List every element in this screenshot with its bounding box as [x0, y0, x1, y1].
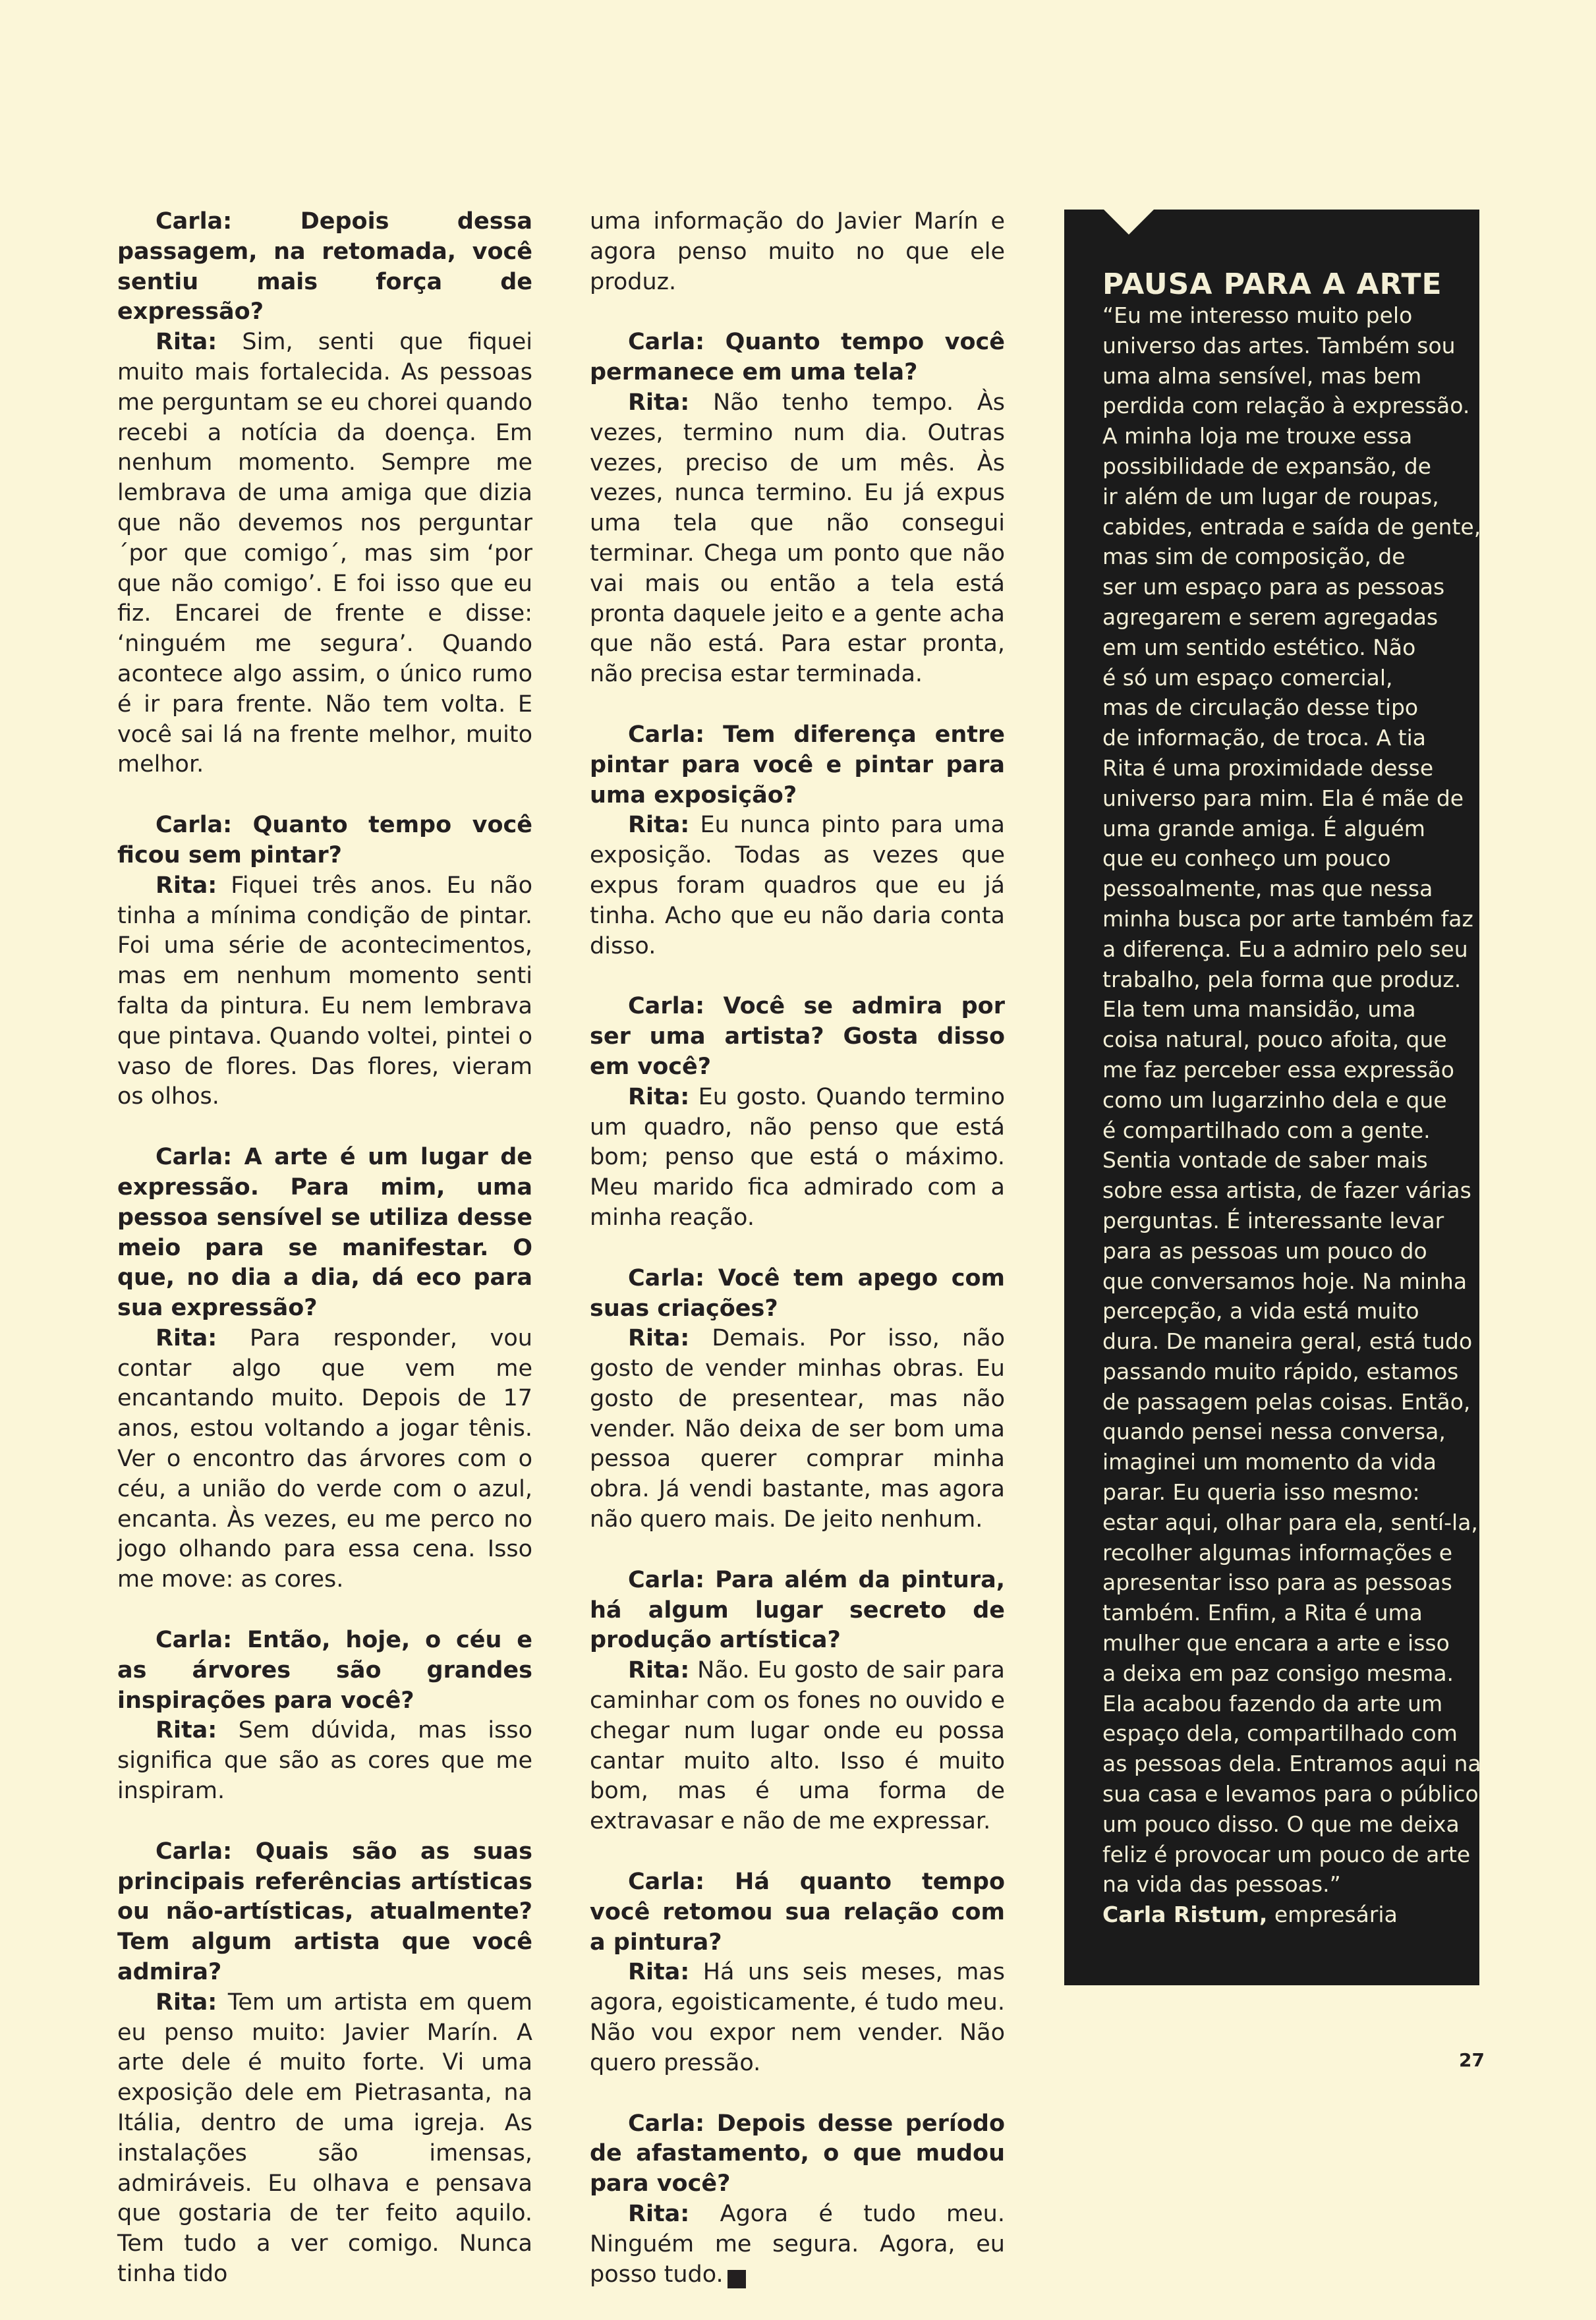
article-column-middle	[590, 207, 1005, 2320]
sidebar-line: de informação, de troca. A tia	[1102, 725, 1426, 751]
sidebar-line: mas de circulação desse tipo	[1102, 694, 1419, 721]
interview-answer	[117, 1324, 532, 1595]
sidebar-line: a deixa em paz consigo mesma.	[1102, 1660, 1454, 1686]
speaker-label: Rita:	[628, 1657, 690, 1684]
qa-block	[590, 327, 1005, 690]
qa-block	[590, 1566, 1005, 1837]
speaker-label: Rita:	[156, 1324, 217, 1351]
sidebar-line: para as pessoas um pouco do	[1102, 1237, 1427, 1264]
interview-answer	[117, 327, 532, 780]
sidebar-line: um pouco disso. O que me deixa	[1102, 1811, 1460, 1837]
sidebar-line: universo das artes. Também sou	[1102, 332, 1456, 358]
speaker-label: Rita:	[156, 872, 217, 899]
sidebar-line: minha busca por arte também faz	[1102, 905, 1473, 932]
speaker-label: Rita:	[628, 1959, 690, 1986]
sidebar-line: A minha loja me trouxe essa	[1102, 423, 1413, 449]
sidebar-box	[1064, 210, 1479, 1985]
sidebar-line: mulher que encara a arte e isso	[1102, 1630, 1450, 1656]
sidebar-line: “Eu me interesso muito pelo	[1102, 302, 1413, 328]
sidebar-line: apresentar isso para as pessoas	[1102, 1570, 1452, 1596]
sidebar-line: ser um espaço para as pessoas	[1102, 574, 1445, 600]
sidebar-line: trabalho, pela forma que produz.	[1102, 966, 1462, 992]
sidebar-quote	[1102, 300, 1481, 1930]
sidebar-line: Rita é uma proximidade desse	[1102, 754, 1434, 781]
answer-text: Para responder, vou contar algo que vem me encantando muito. Depois de 17 anos, estou voltando a jogar tênis. Ver o encontro das árvores com o céu, a união do verde com o azul, encanta. Às vezes, eu me perco no jogo olhando para essa cena. Isso me move: as cores.	[117, 1324, 532, 1593]
sidebar-line: universo para mim. Ela é mãe de	[1102, 785, 1464, 811]
qa-block	[590, 1867, 1005, 2079]
sidebar-line: cabides, entrada e saída de gente,	[1102, 513, 1481, 540]
answer-text: Sem dúvida, mas isso significa que são as cores que me inspiram.	[117, 1717, 532, 1805]
qa-block	[590, 2109, 1005, 2290]
qa-block	[117, 1626, 532, 1807]
sidebar-line: imaginei um momento da vida	[1102, 1449, 1437, 1475]
sidebar-line: mas sim de composição, de	[1102, 544, 1406, 570]
sidebar-line: parar. Eu queria isso mesmo:	[1102, 1479, 1420, 1506]
interview-question: Carla: Então, hoje, o céu e as árvores são grandes inspirações para você?	[117, 1627, 532, 1714]
sidebar-line: que eu conheço um pouco	[1102, 845, 1391, 872]
speaker-label: Rita:	[628, 2201, 690, 2228]
interview-answer	[590, 1324, 1005, 1535]
interview-question: Carla: Quanto tempo você permanece em uma tela?	[590, 329, 1005, 386]
sidebar-line: sua casa e levamos para o público	[1102, 1781, 1479, 1807]
interview-question: Carla: Para além da pintura, há algum lugar secreto de produção artística?	[590, 1566, 1005, 1654]
speaker-label: Rita:	[156, 1717, 217, 1744]
interview-answer	[590, 388, 1005, 690]
sidebar-line: uma grande amiga. É alguém	[1102, 815, 1425, 841]
sidebar-line: percepção, a vida está muito	[1102, 1298, 1419, 1324]
answer-text: Fiquei três anos. Eu não tinha a mínima condição de pintar. Foi uma série de acontecimentos, mas em nenhum momento senti falta da pintura. Eu nem lembrava que pintava. Quando voltei, pintei o vaso de flores. Das flores, vieram os olhos.	[117, 872, 532, 1110]
sidebar-title: PAUSA PARA A ARTE	[1102, 268, 1442, 301]
interview-answer	[590, 1083, 1005, 1233]
notch-triangle-icon	[1104, 210, 1154, 235]
qa-block	[117, 1837, 532, 2290]
interview-question: Carla: Depois desse período de afastamento, o que mudou para você?	[590, 2110, 1005, 2197]
end-mark-icon: r	[727, 2270, 746, 2288]
sidebar-line: como um lugarzinho dela e que	[1102, 1087, 1447, 1113]
sidebar-line: é só um espaço comercial,	[1102, 664, 1393, 691]
sidebar-line: perguntas. É interessante levar	[1102, 1207, 1444, 1233]
interview-question: Carla: Você tem apego com suas criações?	[590, 1264, 1005, 1322]
sidebar-line: perdida com relação à expressão.	[1102, 393, 1470, 419]
article-column-left	[117, 207, 532, 2320]
sidebar-line: de passagem pelas coisas. Então,	[1102, 1388, 1471, 1415]
qa-block	[117, 1143, 532, 1595]
sidebar-line: passando muito rápido, estamos	[1102, 1358, 1459, 1384]
qa-block	[590, 720, 1005, 961]
qa-block	[117, 810, 532, 1112]
answer-text: Eu gosto. Quando termino um quadro, não penso que está bom; penso que está o máximo. Meu marido fica admirado com a minha reação.	[590, 1083, 1005, 1231]
answer-text: Sim, senti que fiquei muito mais fortalecida. As pessoas me perguntam se eu chorei quando recebi a notícia da doença. Em nenhum momento. Sempre me lembrava de uma amiga que dizia que não devemos nos perguntar ´por que comigo´, mas sim ‘por que não comigo’. E foi isso que eu fiz. Encarei de frente e disse: ‘ninguém me segura’. Quando acontece algo assim, o único rumo é ir para frente. Não tem volta. E você sai lá na frente melhor, muito melhor.	[117, 329, 532, 778]
sidebar-line: coisa natural, pouco afoita, que	[1102, 1027, 1447, 1053]
speaker-label: Rita:	[628, 812, 690, 839]
interview-answer	[117, 1716, 532, 1806]
sidebar-line: possibilidade de expansão, de	[1102, 453, 1431, 479]
sidebar-line: feliz é provocar um pouco de arte	[1102, 1841, 1471, 1867]
sidebar-author-role: empresária	[1267, 1902, 1398, 1928]
sidebar-line: em um sentido estético. Não	[1102, 634, 1416, 660]
qa-block	[590, 1264, 1005, 1535]
sidebar-line: ir além de um lugar de roupas,	[1102, 483, 1439, 509]
interview-question: Carla: Depois dessa passagem, na retomada, você sentiu mais força de expressão?	[117, 208, 532, 325]
interview-answer	[590, 810, 1005, 961]
sidebar-line: Ela tem uma mansidão, uma	[1102, 996, 1416, 1023]
sidebar-line: estar aqui, olhar para ela, sentí-la,	[1102, 1509, 1478, 1535]
sidebar-line: quando pensei nessa conversa,	[1102, 1419, 1446, 1445]
answer-text: Demais. Por isso, não gosto de vender minhas obras. Eu gosto de presentear, mas não vender. Não deixa de ser bom uma pessoa querer comprar minha obra. Já vendi bastante, mas agora não quero mais. De jeito nenhum.	[590, 1325, 1005, 1533]
speaker-label: Rita:	[628, 1083, 690, 1110]
interview-answer	[590, 2199, 1005, 2290]
answer-text: Não tenho tempo. Às vezes, termino num dia. Outras vezes, preciso de um mês. Às vezes, nunca termino. Eu já expus uma tela que não consegui terminar. Chega um ponto que não vai mais ou então a tela está pronta daquele jeito e a gente acha que não está. Para estar pronta, não precisa estar terminada.	[590, 389, 1005, 688]
sidebar-line: também. Enfim, a Rita é uma	[1102, 1600, 1423, 1626]
sidebar-line: na vida das pessoas.”	[1102, 1871, 1341, 1898]
sidebar-author: Carla Ristum,	[1102, 1902, 1268, 1928]
answer-text: Tem um artista em quem eu penso muito: Javier Marín. A arte dele é muito forte. Vi uma exposição dele em Pietrasanta, na Itália, dentro de uma igreja. As instalações são imensas, admiráveis. Eu olhava e pensava que gostaria de ter feito aquilo. Tem tudo a ver comigo. Nunca tinha tido	[117, 1989, 532, 2287]
answer-text: Não. Eu gosto de sair para caminhar com os fones no ouvido e chegar num lugar onde eu possa cantar muito alto. Isso é muito bom, mas é uma forma de extravasar e não de me expressar.	[590, 1657, 1005, 1835]
sidebar-line: espaço dela, compartilhado com	[1102, 1720, 1458, 1747]
answer-text: Agora é tudo meu. Ninguém me segura. Agora, eu posso tudo.	[590, 2201, 1005, 2288]
sidebar-line: as pessoas dela. Entramos aqui na	[1102, 1751, 1481, 1777]
answer-continuation: uma informação do Javier Marín e agora penso muito no que ele produz.	[590, 208, 1005, 295]
sidebar-line: é compartilhado com a gente.	[1102, 1117, 1431, 1143]
interview-question: Carla: Você se admira por ser uma artista? Gosta disso em você?	[590, 993, 1005, 1080]
sidebar-line: Ela acabou fazendo da arte um	[1102, 1690, 1443, 1716]
sidebar-signature	[1102, 1900, 1458, 1930]
speaker-label: Rita:	[156, 1989, 217, 2016]
sidebar-line: pessoalmente, mas que nessa	[1102, 876, 1433, 902]
speaker-label: Rita:	[628, 1325, 690, 1352]
sidebar-line: a diferença. Eu a admiro pelo seu	[1102, 936, 1468, 962]
interview-question: Carla: Quais são as suas principais referências artísticas ou não-artísticas, atualmente? Tem algum artista que você admira?	[117, 1838, 532, 1986]
interview-question: Carla: A arte é um lugar de expressão. Para mim, uma pessoa sensível se utiliza desse meio para se manifestar. O que, no dia a dia, dá eco para sua expressão?	[117, 1144, 532, 1322]
sidebar-line: recolher algumas informações e	[1102, 1539, 1453, 1566]
interview-answer	[117, 871, 532, 1112]
continued-text	[590, 207, 1005, 297]
sidebar-line: uma alma sensível, mas bem	[1102, 362, 1422, 389]
sidebar-line: agregarem e serem agregadas	[1102, 604, 1439, 630]
interview-question: Carla: Tem diferença entre pintar para você e pintar para uma exposição?	[590, 721, 1005, 808]
sidebar-line: Sentia vontade de saber mais	[1102, 1147, 1428, 1174]
interview-answer	[590, 1656, 1005, 1837]
answer-text: Eu nunca pinto para uma exposição. Todas as vezes que expus foram quadros que eu já tinha. Acho que eu não daria conta disso.	[590, 812, 1005, 959]
sidebar-line: que conversamos hoje. Na minha	[1102, 1268, 1468, 1294]
speaker-label: Rita:	[156, 329, 217, 356]
answer-text: Há uns seis meses, mas agora, egoisticamente, é tudo meu. Não vou expor nem vender. Não quero pressão.	[590, 1959, 1005, 2076]
interview-answer	[117, 1988, 532, 2290]
interview-question: Carla: Quanto tempo você ficou sem pintar?	[117, 812, 532, 868]
page-number: 27	[1459, 2049, 1485, 2071]
sidebar-line: me faz perceber essa expressão	[1102, 1056, 1454, 1083]
qa-block	[590, 992, 1005, 1233]
sidebar-line: sobre essa artista, de fazer várias	[1102, 1177, 1471, 1204]
interview-answer	[590, 1958, 1005, 2078]
sidebar-line: dura. De maneira geral, está tudo	[1102, 1328, 1473, 1355]
speaker-label: Rita:	[628, 389, 690, 416]
interview-question: Carla: Há quanto tempo você retomou sua relação com a pintura?	[590, 1869, 1005, 1956]
qa-block	[117, 207, 532, 780]
